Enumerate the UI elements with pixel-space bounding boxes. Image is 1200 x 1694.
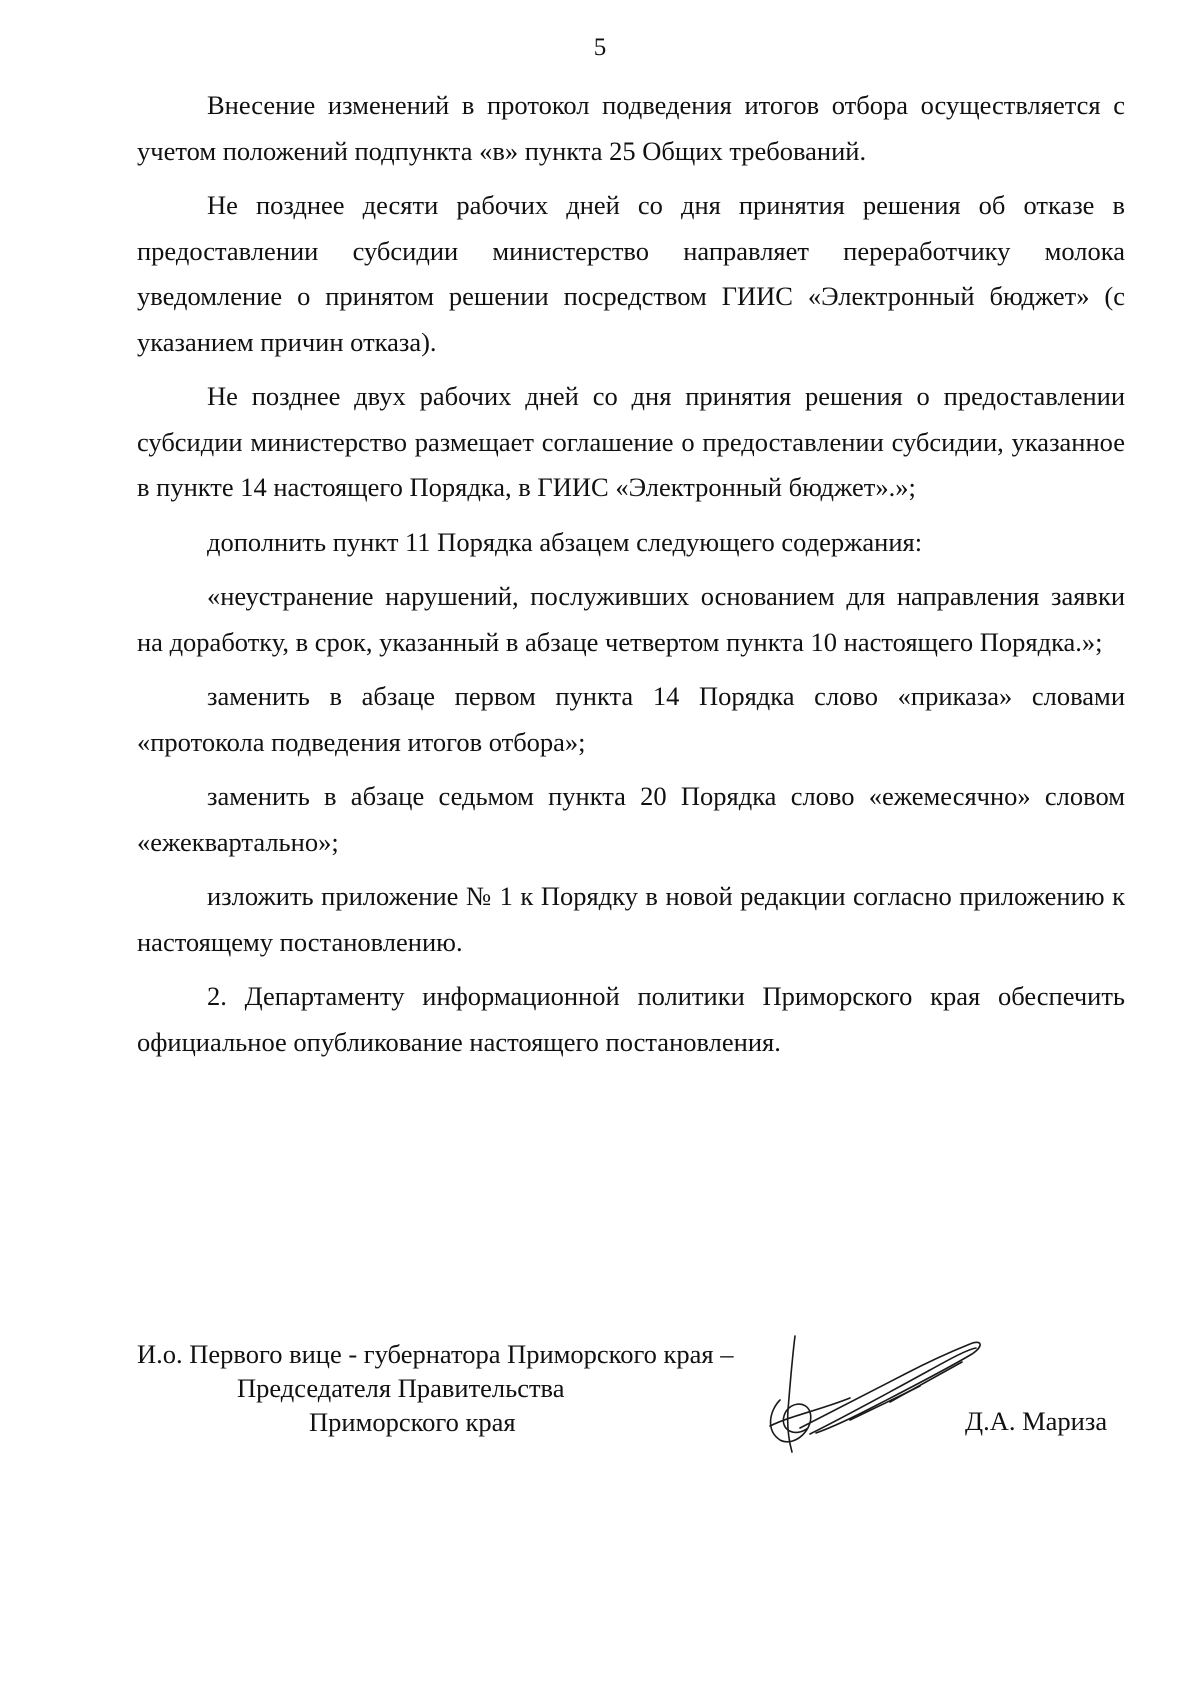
- paragraph: Не позднее двух рабочих дней со дня принятия решения о предоставлении субсидии министерство размещает соглашение о предоставлении субсидии, указанное в пункте 14 настоящего Порядка, в ГИИС «Электронный бюджет».»;: [137, 381, 1125, 502]
- paragraph: заменить в абзаце седьмом пункта 20 Порядка слово «ежемесячно» словом «ежеквартально»;: [137, 781, 1125, 857]
- signatory-title: [137, 1337, 734, 1439]
- signer-name: Д.А. Мариза: [965, 1406, 1108, 1436]
- handwritten-signature: [740, 1330, 990, 1470]
- paragraph: изложить приложение № 1 к Порядку в новой редакции согласно приложению к настоящему постановлению.: [137, 881, 1125, 957]
- paragraph: 2. Департаменту информационной политики Приморского края обеспечить официальное опубликование настоящего постановления.: [137, 981, 1125, 1057]
- document-body: [137, 83, 1125, 1074]
- paragraph: Внесение изменений в протокол подведения итогов отбора осуществляется с учетом положений подпункта «в» пункта 25 Общих требований.: [137, 90, 1125, 166]
- paragraph: «неустранение нарушений, послуживших основанием для направления заявки на доработку, в срок, указанный в абзаце четвертом пункта 10 настоящего Порядка.»;: [137, 581, 1125, 657]
- paragraph: заменить в абзаце первом пункта 14 Порядка слово «приказа» словами «протокола подведения итогов отбора»;: [137, 681, 1125, 757]
- paragraph: дополнить пункт 11 Порядка абзацем следующего содержания:: [207, 526, 923, 557]
- signatory-title-line-3: Приморского края: [309, 1407, 516, 1437]
- signatory-title-line-1: И.о. Первого вице - губернатора Приморского края –: [137, 1339, 734, 1369]
- page-number: 5: [593, 34, 607, 61]
- signatory-title-line-2: Председателя Правительства: [237, 1373, 565, 1403]
- paragraph: Не позднее десяти рабочих дней со дня принятия решения об отказе в предоставлении субсидии министерство направляет переработчику молока уведомление о принятом решении посредством ГИИС «Электронный бюджет» (с указанием причин отказа).: [137, 190, 1125, 357]
